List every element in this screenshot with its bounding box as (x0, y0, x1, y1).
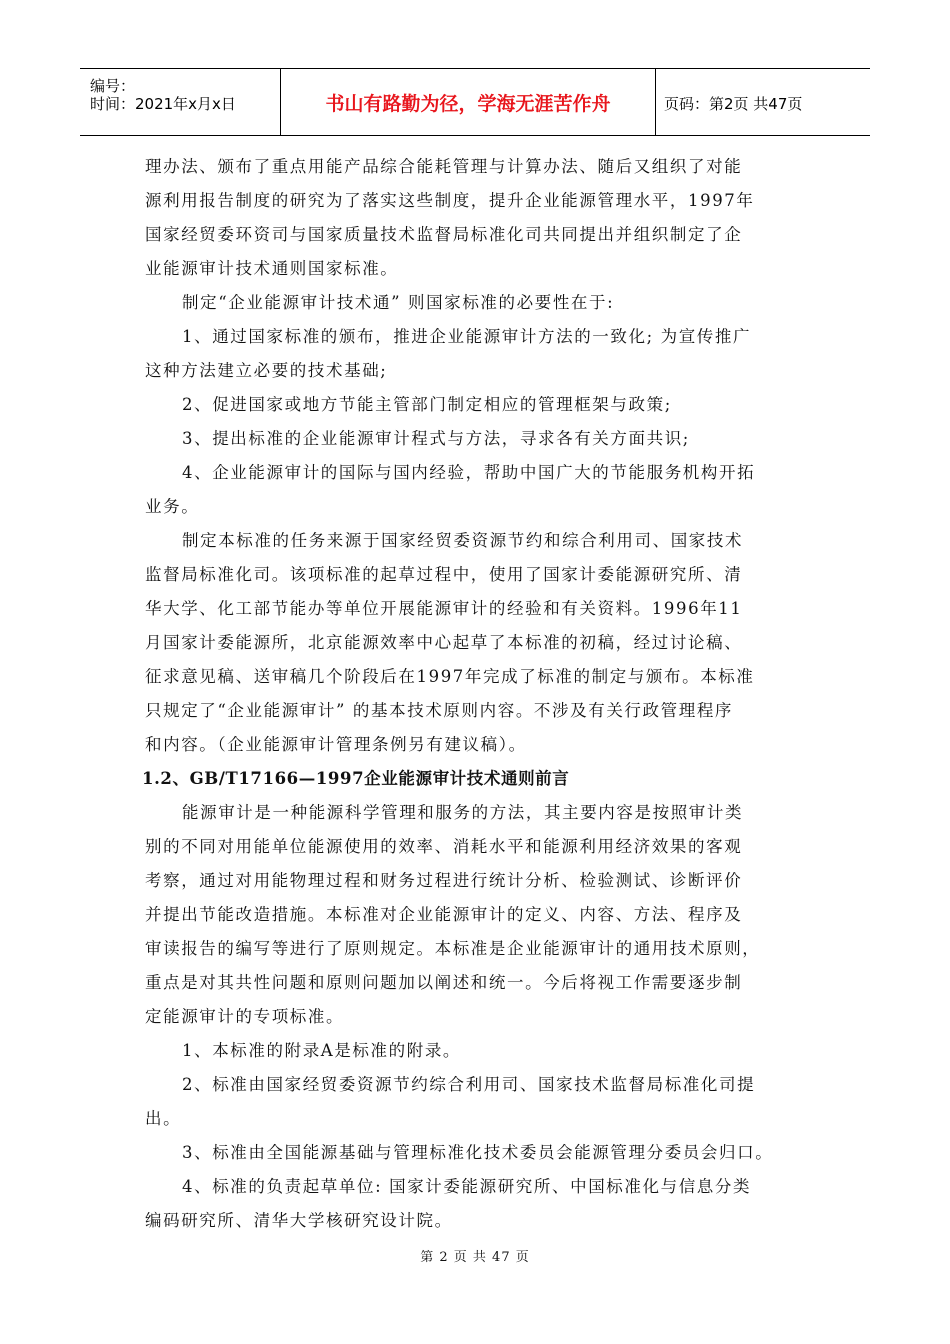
body-line: 国家经贸委环资司与国家质量技术监督局标准化司共同提出并组织制定了企 (145, 225, 743, 244)
document-body (142, 150, 807, 1238)
body-line: 业务。 (145, 497, 200, 516)
list-item: 2、促进国家或地方节能主管部门制定相应的管理框架与政策; (182, 395, 672, 414)
header-meta-cell (80, 69, 281, 135)
section-heading: 1.2、GB/T17166—1997企业能源审计技术通则前言 (142, 769, 570, 788)
body-line: 业能源审计技术通则国家标准。 (145, 259, 399, 278)
body-line: 征求意见稿、送审稿几个阶段后在1997年完成了标准的制定与颁布。本标准 (145, 667, 755, 686)
document-number-label: 编号： (90, 77, 136, 95)
header-motto: 书山有路勤为径，学海无涯苦作舟 (325, 93, 611, 115)
header-page-cell (656, 69, 870, 135)
body-line: 这种方法建立必要的技术基础; (145, 361, 388, 380)
body-line: 月国家计委能源所，北京能源效率中心起草了本标准的初稿，经过讨论稿、 (145, 633, 743, 652)
body-line: 定能源审计的专项标准。 (145, 1007, 345, 1026)
list-item: 4、标准的负责起草单位: 国家计委能源研究所、中国标准化与信息分类 (182, 1177, 752, 1196)
list-item: 4、企业能源审计的国际与国内经验，帮助中国广大的节能服务机构开拓 (182, 463, 756, 482)
body-line: 能源审计是一种能源科学管理和服务的方法，其主要内容是按照审计类 (182, 803, 744, 822)
body-line: 别的不同对用能单位能源使用的效率、消耗水平和能源利用经济效果的客观 (145, 837, 743, 856)
body-line: 源利用报告制度的研究为了落实这些制度，提升企业能源管理水平，1997年 (145, 191, 755, 210)
body-line: 制定本标准的任务来源于国家经贸委资源节约和综合利用司、国家技术 (182, 531, 744, 550)
body-line: 编码研究所、清华大学核研究设计院。 (145, 1211, 453, 1230)
body-line: 华大学、化工部节能办等单位开展能源审计的经验和有关资料。1996年11 (145, 599, 743, 618)
body-line: 出。 (145, 1109, 182, 1128)
document-time-label: 时间：2021年x月x日 (90, 95, 236, 113)
list-item: 3、标准由全国能源基础与管理标准化技术委员会能源管理分委员会归口。 (182, 1143, 774, 1162)
body-line: 和内容。（企业能源审计管理条例另有建议稿）。 (145, 735, 527, 754)
body-line: 只规定了“企业能源审计” 的基本技术原则内容。不涉及有关行政管理程序 (145, 701, 734, 720)
body-line: 理办法、颁布了重点用能产品综合能耗管理与计算办法、随后又组织了对能 (145, 157, 743, 176)
body-line: 并提出节能改造措施。本标准对企业能源审计的定义、内容、方法、程序及 (145, 905, 743, 924)
list-item: 1、本标准的附录A是标准的附录。 (182, 1041, 462, 1060)
body-line: 审读报告的编写等进行了原则规定。本标准是企业能源审计的通用技术原则， (145, 939, 761, 958)
list-item: 2、标准由国家经贸委资源节约综合利用司、国家技术监督局标准化司提 (182, 1075, 756, 1094)
header-page-number: 页码：第2页 共47页 (664, 95, 803, 113)
body-line: 制定“企业能源审计技术通” 则国家标准的必要性在于: (182, 293, 615, 312)
body-line: 监督局标准化司。该项标准的起草过程中，使用了国家计委能源研究所、清 (145, 565, 743, 584)
body-line: 重点是对其共性问题和原则问题加以阐述和统一。今后将视工作需要逐步制 (145, 973, 743, 992)
page-header (80, 68, 870, 136)
header-motto-cell (281, 69, 656, 135)
list-item: 1、通过国家标准的颁布，推进企业能源审计方法的一致化; 为宣传推广 (182, 327, 752, 346)
page-footer: 第 2 页 共 47 页 (420, 1250, 530, 1265)
body-line: 考察，通过对用能物理过程和财务过程进行统计分析、检验测试、诊断评价 (145, 871, 743, 890)
list-item: 3、提出标准的企业能源审计程式与方法，寻求各有关方面共识; (182, 429, 690, 448)
